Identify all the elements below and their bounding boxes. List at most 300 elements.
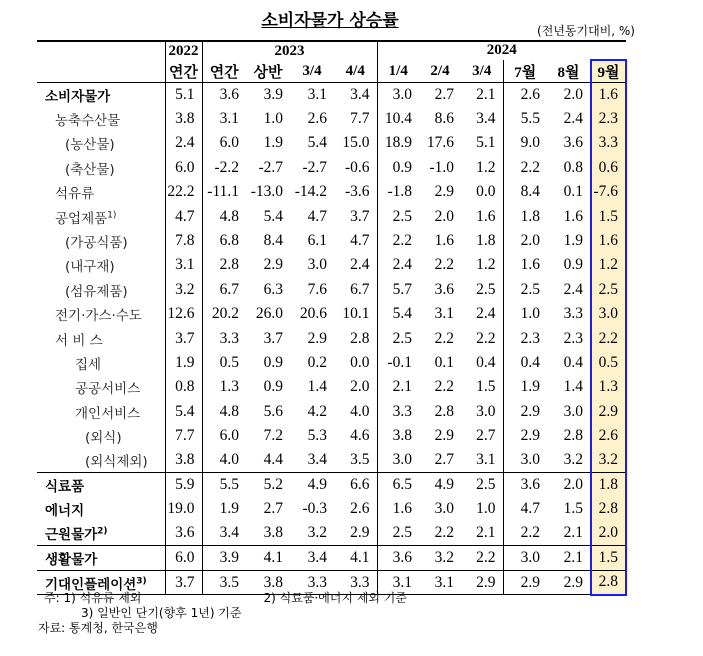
row-label-text: (축산물) <box>65 161 115 178</box>
value-cell: 0.4 <box>503 351 547 375</box>
value-cell: 2.9 <box>503 570 547 594</box>
row-label <box>37 448 165 472</box>
value-cell: 3.7 <box>165 326 202 350</box>
value-cell: 1.0 <box>503 302 547 326</box>
value-cell: 1.0 <box>263 110 283 128</box>
value-cell: 3.0 <box>503 448 547 472</box>
value-cell: 3.3 <box>377 400 419 424</box>
value-cell: 5.3 <box>307 427 327 445</box>
value-cell: 3.3 <box>202 326 246 350</box>
highlight-value-cell: 3.3 <box>591 131 626 155</box>
value-cell: 3.6 <box>377 546 419 570</box>
value-cell: 3.2 <box>419 546 461 570</box>
value-cell: 1.6 <box>377 497 419 521</box>
value-cell: 10.1 <box>342 305 370 323</box>
value-cell: 2.9 <box>434 427 454 445</box>
highlight-value-cell: 1.6 <box>591 83 626 107</box>
value-cell: 0.9 <box>263 353 283 371</box>
value-cell: 3.7 <box>350 207 370 225</box>
value-cell: 2.2 <box>503 156 547 180</box>
value-cell: 0.0 <box>476 183 496 201</box>
highlight-value-cell: 2.6 <box>591 424 626 448</box>
value-cell: 1.8 <box>476 232 496 250</box>
value-cell: 2.9 <box>307 329 327 347</box>
value-cell: 3.4 <box>350 85 370 103</box>
value-cell: 0.9 <box>263 378 283 396</box>
value-cell: 3.9 <box>202 546 246 570</box>
highlight-value-cell: 1.6 <box>591 229 626 253</box>
value-cell: 6.6 <box>334 473 377 497</box>
row-label <box>37 326 165 350</box>
column-header: 3/4 <box>290 60 334 83</box>
value-cell: 2.4 <box>165 131 202 155</box>
note-1: 1) 석유류 제외 <box>63 591 142 605</box>
note-3: 3) 일반인 단기(향후 1년) 기준 <box>81 606 242 620</box>
value-cell: 3.6 <box>202 83 246 107</box>
row-label-text: (내구재) <box>65 259 115 276</box>
table-row <box>37 375 626 399</box>
value-cell: 2.4 <box>476 305 496 323</box>
value-cell: 2.8 <box>563 427 583 445</box>
row-label-text: (외식) <box>85 430 122 447</box>
value-cell: 2.8 <box>434 402 454 420</box>
highlight-value-cell: 2.0 <box>591 522 626 546</box>
value-cell: -11.1 <box>202 180 246 204</box>
value-cell: 2.4 <box>350 256 370 274</box>
value-cell: 4.7 <box>165 204 202 228</box>
column-header: 4/4 <box>334 60 377 83</box>
value-cell: 7.6 <box>307 280 327 298</box>
value-cell: 6.0 <box>165 156 202 180</box>
column-header: 8월 <box>547 60 591 83</box>
value-cell: 4.7 <box>503 497 547 521</box>
highlight-value-cell: 3.2 <box>591 448 626 472</box>
value-cell: 2.5 <box>503 278 547 302</box>
value-cell: -2.7 <box>258 158 283 176</box>
value-cell: 3.2 <box>165 278 202 302</box>
value-cell: 2.5 <box>461 473 503 497</box>
value-cell: 6.7 <box>350 280 370 298</box>
value-cell: 2.9 <box>547 570 591 594</box>
value-cell: 4.1 <box>334 546 377 570</box>
value-cell: 3.1 <box>165 253 202 277</box>
value-cell: 3.5 <box>350 451 370 469</box>
value-cell: 3.8 <box>377 424 419 448</box>
row-label-text: 근원물가 <box>45 527 98 544</box>
footnote-marker: 2) <box>97 526 108 537</box>
value-cell: 3.0 <box>307 256 327 274</box>
table-row <box>37 546 626 570</box>
row-label <box>37 522 165 546</box>
unit-label: (전년동기대비, %) <box>537 24 635 38</box>
value-cell: 0.8 <box>563 158 583 176</box>
year-2024: 2024 <box>377 41 626 60</box>
highlight-value-cell: 1.8 <box>591 473 626 497</box>
footnotes <box>38 591 407 636</box>
value-cell: 1.6 <box>476 207 496 225</box>
value-cell: 6.0 <box>202 424 246 448</box>
value-cell: -0.3 <box>302 500 327 518</box>
row-label-text: 공공서비스 <box>75 381 141 398</box>
value-cell: 20.6 <box>299 305 327 323</box>
row-label-text: 석유류 <box>55 186 95 203</box>
value-cell: 6.7 <box>202 278 246 302</box>
page-title: 소비자물가 상승률 <box>261 11 399 31</box>
value-cell: 1.9 <box>263 134 283 152</box>
value-cell: 2.6 <box>307 110 327 128</box>
value-cell: 1.6 <box>503 253 547 277</box>
value-cell: 1.0 <box>476 500 496 518</box>
value-cell: 5.1 <box>476 134 496 152</box>
note-2: 2) 식료품·에너지 제외 기준 <box>263 591 407 605</box>
table-row <box>37 473 626 497</box>
column-header: 연간 <box>165 60 202 83</box>
value-cell: 4.8 <box>202 204 246 228</box>
value-cell: 2.2 <box>476 329 496 347</box>
value-cell: 5.4 <box>307 134 327 152</box>
value-cell: 15.0 <box>342 134 370 152</box>
column-header: 연간 <box>202 60 246 83</box>
row-label <box>37 156 165 180</box>
value-cell: 4.7 <box>307 207 327 225</box>
value-cell: 2.5 <box>476 280 496 298</box>
year-2022: 2022 <box>165 41 202 60</box>
highlight-value-cell: 2.8 <box>591 497 626 521</box>
value-cell: 0.2 <box>307 353 327 371</box>
value-cell: 6.0 <box>165 546 202 570</box>
column-header: 2/4 <box>419 60 461 83</box>
table-row <box>37 302 626 326</box>
value-cell: 17.6 <box>426 134 454 152</box>
value-cell: 3.6 <box>165 522 202 546</box>
highlight-value-cell: 1.3 <box>591 375 626 399</box>
value-cell: 1.2 <box>476 158 496 176</box>
highlight-value-cell: 1.5 <box>591 546 626 570</box>
column-header: 상반 <box>246 60 290 83</box>
value-cell: -0.6 <box>344 158 370 176</box>
value-cell: -3.6 <box>344 183 370 201</box>
highlight-value-cell: 3.0 <box>591 302 626 326</box>
value-cell: 3.6 <box>434 280 454 298</box>
row-label-text: 농축수산물 <box>55 113 121 130</box>
value-cell: -2.2 <box>202 156 246 180</box>
value-cell: 2.2 <box>434 256 454 274</box>
value-cell: 3.8 <box>263 524 283 542</box>
value-cell: 2.6 <box>350 500 370 518</box>
value-cell: 20.2 <box>202 302 246 326</box>
highlight-value-cell: 2.3 <box>591 107 626 131</box>
value-cell: 8.4 <box>263 232 283 250</box>
corner-cell <box>37 41 165 60</box>
table-row <box>37 156 626 180</box>
highlight-value-cell: 2.9 <box>591 400 626 424</box>
value-cell: 3.0 <box>503 546 547 570</box>
value-cell: 0.9 <box>377 156 419 180</box>
row-label <box>37 546 165 570</box>
table-row <box>37 424 626 448</box>
table-row <box>37 522 626 546</box>
value-cell: 3.2 <box>563 451 583 469</box>
value-cell: 2.2 <box>503 522 547 546</box>
value-cell: 3.6 <box>503 473 547 497</box>
value-cell: 0.8 <box>165 375 202 399</box>
row-label <box>37 204 165 228</box>
value-cell: 5.5 <box>503 107 547 131</box>
value-cell: 8.6 <box>434 110 454 128</box>
period-header-row <box>37 60 626 83</box>
value-cell: 4.4 <box>263 451 283 469</box>
value-cell: 3.3 <box>563 305 583 323</box>
value-cell: 8.4 <box>503 180 547 204</box>
value-cell: 2.9 <box>263 256 283 274</box>
highlight-value-cell: 1.2 <box>591 253 626 277</box>
value-cell: 2.1 <box>563 524 583 542</box>
value-cell: -14.2 <box>294 183 327 201</box>
value-cell: 5.7 <box>377 278 419 302</box>
table-row <box>37 326 626 350</box>
value-cell: -2.7 <box>302 158 327 176</box>
row-label-text: 식료품 <box>45 479 85 496</box>
row-label <box>37 424 165 448</box>
value-cell: 3.3 <box>334 570 377 594</box>
row-label-text: 생활물가 <box>45 552 98 569</box>
year-2023: 2023 <box>202 41 377 60</box>
value-cell: 7.8 <box>165 229 202 253</box>
value-cell: 2.0 <box>503 229 547 253</box>
value-cell: 1.5 <box>563 500 583 518</box>
value-cell: 22.2 <box>165 180 202 204</box>
row-label <box>37 400 165 424</box>
table-row <box>37 400 626 424</box>
value-cell: 1.4 <box>563 378 583 396</box>
table-row <box>37 204 626 228</box>
value-cell: 2.7 <box>476 427 496 445</box>
value-cell: 9.0 <box>503 131 547 155</box>
row-label <box>37 107 165 131</box>
highlight-value-cell: 2.8 <box>591 570 626 594</box>
value-cell: 1.2 <box>476 256 496 274</box>
row-label <box>37 131 165 155</box>
value-cell: 4.7 <box>350 232 370 250</box>
value-cell: 3.1 <box>377 570 419 594</box>
value-cell: 1.4 <box>307 378 327 396</box>
value-cell: -13.0 <box>250 183 283 201</box>
row-label-text: 에너지 <box>45 503 85 520</box>
value-cell: 3.1 <box>434 305 454 323</box>
value-cell: 2.0 <box>434 207 454 225</box>
value-cell: 7.7 <box>165 424 202 448</box>
column-header: 9월 <box>591 60 626 83</box>
value-cell: 3.0 <box>377 448 419 472</box>
row-label-text: 집세 <box>75 356 102 373</box>
value-cell: 1.8 <box>503 204 547 228</box>
value-cell: 3.0 <box>476 402 496 420</box>
value-cell: 2.5 <box>377 522 419 546</box>
table-row <box>37 131 626 155</box>
value-cell: 4.9 <box>419 473 461 497</box>
value-cell: 3.2 <box>307 524 327 542</box>
value-cell: 0.4 <box>476 353 496 371</box>
row-label <box>37 180 165 204</box>
value-cell: 6.5 <box>377 473 419 497</box>
value-cell: 2.9 <box>434 183 454 201</box>
highlight-value-cell: 2.5 <box>591 278 626 302</box>
value-cell: 4.1 <box>246 546 290 570</box>
value-cell: 3.0 <box>377 83 419 107</box>
table-row <box>37 448 626 472</box>
row-label <box>37 229 165 253</box>
value-cell: 1.9 <box>563 232 583 250</box>
value-cell: 7.2 <box>263 427 283 445</box>
value-cell: 2.2 <box>434 329 454 347</box>
column-header: 7월 <box>503 60 547 83</box>
value-cell: 0.1 <box>563 183 583 201</box>
value-cell: 3.0 <box>563 402 583 420</box>
table-row <box>37 278 626 302</box>
highlight-value-cell: -7.6 <box>591 180 626 204</box>
value-cell: 2.1 <box>547 546 591 570</box>
value-cell: 2.1 <box>377 375 419 399</box>
row-label-text: (가공식품) <box>65 235 128 252</box>
value-cell: 0.1 <box>434 353 454 371</box>
value-cell: 2.6 <box>503 83 547 107</box>
value-cell: 4.9 <box>290 473 334 497</box>
value-cell: 2.5 <box>377 326 419 350</box>
footnote-marker: 3) <box>136 576 147 586</box>
table-row <box>37 107 626 131</box>
value-cell: 5.4 <box>165 400 202 424</box>
row-label-text: 소비자물가 <box>45 88 111 105</box>
table-row <box>37 497 626 521</box>
value-cell: 1.3 <box>202 375 246 399</box>
value-cell: 4.2 <box>307 402 327 420</box>
value-cell: 6.1 <box>307 232 327 250</box>
value-cell: 3.7 <box>165 570 202 594</box>
table-row <box>37 229 626 253</box>
value-cell: 0.0 <box>350 353 370 371</box>
value-cell: 2.2 <box>461 546 503 570</box>
value-cell: 6.8 <box>202 229 246 253</box>
value-cell: 3.1 <box>202 107 246 131</box>
column-header: 1/4 <box>377 60 419 83</box>
cpi-table <box>37 40 627 596</box>
value-cell: 6.3 <box>263 280 283 298</box>
row-label-text: 전기·가스·수도 <box>55 308 142 325</box>
value-cell: 2.3 <box>503 326 547 350</box>
value-cell: 3.4 <box>202 522 246 546</box>
value-cell: 3.0 <box>434 500 454 518</box>
value-cell: 1.9 <box>503 375 547 399</box>
year-header-row <box>37 41 626 60</box>
value-cell: 1.6 <box>563 207 583 225</box>
row-label <box>37 497 165 521</box>
table-row <box>37 351 626 375</box>
value-cell: 2.8 <box>350 329 370 347</box>
row-label <box>37 83 165 107</box>
row-label <box>37 375 165 399</box>
value-cell: 2.9 <box>503 424 547 448</box>
value-cell: -1.0 <box>429 158 454 176</box>
value-cell: 2.4 <box>563 280 583 298</box>
corner-cell <box>37 60 165 83</box>
value-cell: 5.5 <box>202 473 246 497</box>
value-cell: 3.8 <box>165 107 202 131</box>
value-cell: 2.0 <box>563 85 583 103</box>
value-cell: 2.7 <box>263 500 283 518</box>
value-cell: 3.1 <box>419 570 461 594</box>
value-cell: 2.0 <box>350 378 370 396</box>
highlight-value-cell: 0.6 <box>591 156 626 180</box>
value-cell: 2.1 <box>476 524 496 542</box>
table-row <box>37 253 626 277</box>
value-cell: 5.2 <box>246 473 290 497</box>
value-cell: 1.6 <box>434 232 454 250</box>
value-cell: 2.9 <box>461 570 503 594</box>
value-cell: 12.6 <box>165 302 202 326</box>
value-cell: 3.5 <box>202 570 246 594</box>
row-label-text: (농산물) <box>65 137 115 154</box>
note-prefix: 주: <box>44 591 60 605</box>
highlight-value-cell: 0.5 <box>591 351 626 375</box>
value-cell: -0.1 <box>377 351 419 375</box>
highlight-value-cell: 2.2 <box>591 326 626 350</box>
value-cell: 4.8 <box>202 400 246 424</box>
value-cell: 4.0 <box>350 402 370 420</box>
value-cell: 5.4 <box>377 302 419 326</box>
value-cell: 0.9 <box>563 256 583 274</box>
source-note: 자료: 통계청, 한국은행 <box>38 621 158 635</box>
value-cell: 19.0 <box>165 497 202 521</box>
value-cell: 3.8 <box>165 448 202 472</box>
value-cell: 5.9 <box>165 473 202 497</box>
row-label <box>37 278 165 302</box>
value-cell: 3.9 <box>263 85 283 103</box>
value-cell: 1.9 <box>165 351 202 375</box>
value-cell: 26.0 <box>255 305 283 323</box>
row-label-text: (외식제외) <box>85 454 148 471</box>
value-cell: 2.9 <box>350 524 370 542</box>
row-label <box>37 302 165 326</box>
value-cell: 3.3 <box>290 570 334 594</box>
value-cell: 0.4 <box>563 353 583 371</box>
value-cell: 3.6 <box>563 134 583 152</box>
value-cell: 3.1 <box>307 85 327 103</box>
row-label-text: 서 비 스 <box>55 332 103 349</box>
row-label <box>37 253 165 277</box>
highlight-value-cell: 1.5 <box>591 204 626 228</box>
value-cell: 2.5 <box>377 204 419 228</box>
value-cell: 1.9 <box>202 497 246 521</box>
value-cell: 2.4 <box>377 253 419 277</box>
row-label-text: 개인서비스 <box>75 405 141 422</box>
value-cell: 2.9 <box>503 400 547 424</box>
value-cell: 10.4 <box>377 107 419 131</box>
value-cell: 1.5 <box>476 378 496 396</box>
value-cell: 5.6 <box>263 402 283 420</box>
value-cell: 2.2 <box>434 378 454 396</box>
value-cell: -1.8 <box>377 180 419 204</box>
value-cell: 7.7 <box>350 110 370 128</box>
value-cell: 2.8 <box>202 253 246 277</box>
value-cell: 3.1 <box>476 451 496 469</box>
value-cell: 2.1 <box>476 85 496 103</box>
row-label <box>37 473 165 497</box>
value-cell: 0.5 <box>202 351 246 375</box>
value-cell: 3.4 <box>290 546 334 570</box>
value-cell: 2.7 <box>434 85 454 103</box>
value-cell: 3.8 <box>246 570 290 594</box>
value-cell: 2.2 <box>434 524 454 542</box>
